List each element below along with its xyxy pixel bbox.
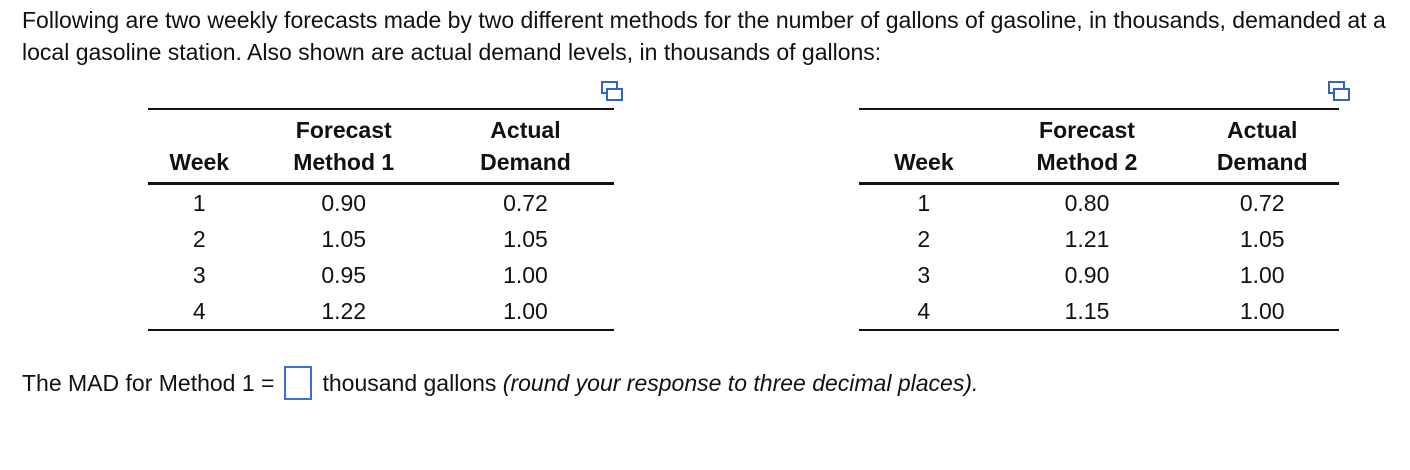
header-actual-top: Actual (437, 109, 614, 146)
table-row (859, 184, 1339, 222)
question-hint: (round your response to three decimal places). (502, 370, 979, 396)
forecast-cell: 1.22 (251, 293, 437, 330)
actual-cell: 1.00 (437, 293, 614, 330)
forecast-cell: 0.80 (1064, 190, 1110, 216)
table-row (148, 184, 614, 222)
forecast-cell: 1.21 (1064, 226, 1110, 252)
actual-cell: 0.72 (503, 190, 548, 216)
forecast-cell: 1.05 (321, 226, 367, 252)
header-actual-bottom: Demand (437, 146, 614, 184)
table-row (148, 293, 614, 330)
mad-question (22, 366, 978, 400)
question-suffix: thousand gallons (322, 370, 497, 396)
forecast-cell: 0.90 (321, 190, 367, 216)
actual-cell: 1.00 (503, 262, 548, 288)
table-row (859, 293, 1339, 330)
week-cell: 4 (859, 293, 989, 330)
forecast-table-method-2 (859, 108, 1339, 331)
header-week: Week (148, 146, 251, 184)
actual-cell: 1.00 (1185, 293, 1339, 330)
header-forecast-top: Forecast (251, 109, 437, 146)
forecast-cell: 0.95 (321, 262, 367, 288)
header-week-spacer (859, 109, 989, 146)
actual-cell: 1.00 (1239, 262, 1285, 288)
copy-table-icon[interactable] (1327, 80, 1351, 102)
week-cell: 3 (192, 262, 206, 288)
week-cell: 1 (917, 190, 931, 216)
question-prefix: The MAD for Method 1 = (22, 370, 275, 396)
actual-cell: 1.05 (503, 226, 548, 252)
week-cell: 3 (917, 262, 931, 288)
forecast-cell: 1.15 (989, 293, 1186, 330)
table-row (148, 221, 614, 257)
week-cell: 2 (192, 226, 206, 252)
week-cell: 4 (148, 293, 251, 330)
header-actual-bottom: Demand (1185, 146, 1339, 184)
forecast-cell: 0.90 (1064, 262, 1110, 288)
table-row (148, 257, 614, 293)
problem-intro: Following are two weekly forecasts made by two different methods for the number of gallons of gasoline, in thousands, demanded at a local gasoline station. Also shown are actual demand levels, in thousands of gallons: (22, 7, 1386, 65)
header-forecast-top: Forecast (989, 109, 1186, 146)
table-row (859, 257, 1339, 293)
week-cell: 2 (917, 226, 931, 252)
actual-cell: 1.05 (1239, 226, 1285, 252)
forecast-table-method-1 (148, 108, 614, 331)
actual-cell: 0.72 (1239, 190, 1285, 216)
copy-table-icon[interactable] (600, 80, 624, 102)
week-cell: 1 (192, 190, 206, 216)
header-forecast-bottom: Method 2 (989, 146, 1186, 184)
table-row (859, 221, 1339, 257)
header-week-spacer (148, 109, 251, 146)
header-actual-top: Actual (1185, 109, 1339, 146)
header-forecast-bottom: Method 1 (251, 146, 437, 184)
header-week: Week (859, 146, 989, 184)
mad-answer-input[interactable] (284, 366, 312, 400)
